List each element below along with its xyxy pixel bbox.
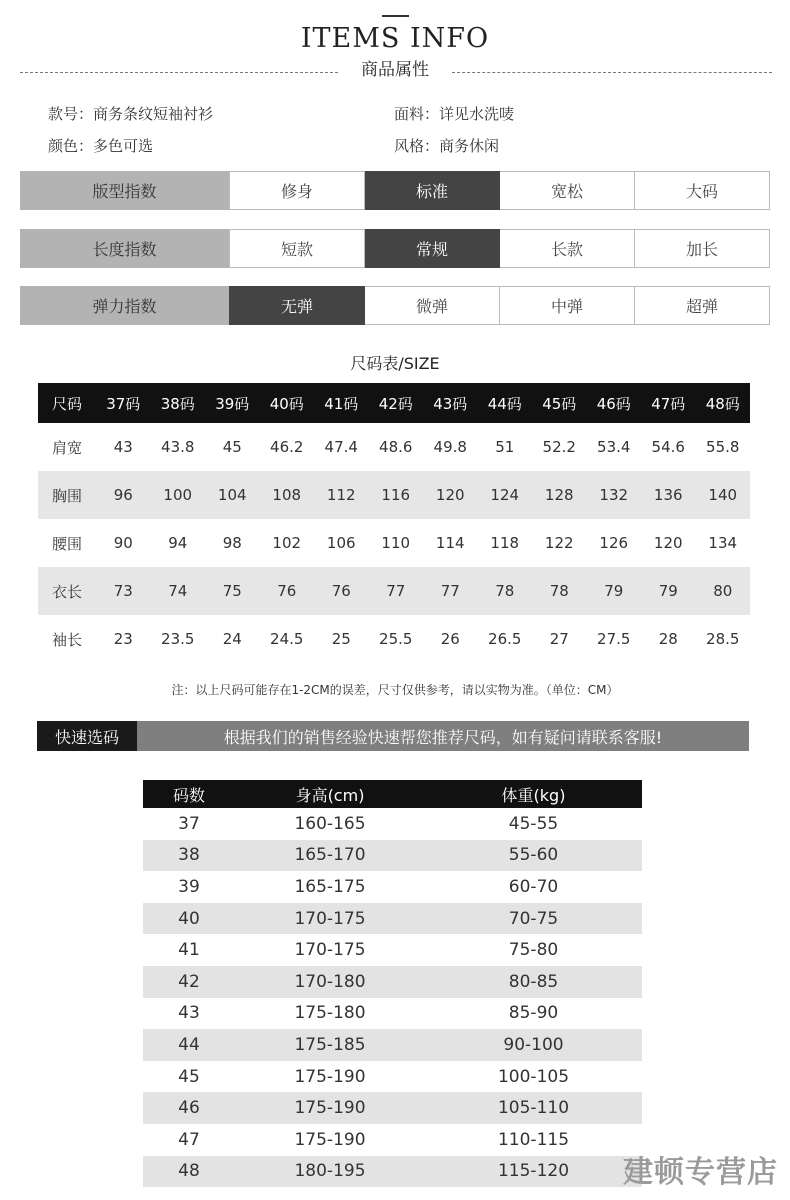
table-cell: 25 xyxy=(331,630,351,648)
table-cell: 165-170 xyxy=(235,840,425,872)
table-cell: 76 xyxy=(314,567,369,615)
table-cell: 76 xyxy=(260,567,315,615)
table-cell: 102 xyxy=(272,534,302,552)
table-cell: 75-80 xyxy=(508,940,559,961)
table-cell: 140 xyxy=(696,471,751,519)
table-cell: 27 xyxy=(549,630,569,648)
table-row xyxy=(38,567,750,615)
length-option-long: 长款 xyxy=(500,229,635,268)
table-cell: 55-60 xyxy=(425,840,642,872)
table-cell: 170-175 xyxy=(235,903,425,935)
table-cell: 47.4 xyxy=(324,438,358,456)
stretch-option-medium: 中弹 xyxy=(500,286,635,325)
table-cell: 24 xyxy=(222,630,242,648)
table-cell: 43 xyxy=(113,438,133,456)
table-cell: 100-105 xyxy=(497,1066,570,1087)
section-subtitle: 商品属性 xyxy=(361,60,429,80)
size-header-cell: 48码 xyxy=(696,383,751,423)
table-cell: 112 xyxy=(314,471,369,519)
table-cell: 115-120 xyxy=(425,1156,642,1188)
table-cell: 90-100 xyxy=(425,1029,642,1061)
table-cell: 118 xyxy=(490,534,520,552)
divider-left xyxy=(20,72,338,73)
size-chart-note: 注：以上尺码可能存在1-2CM的误差，尺寸仅供参考，请以实物为准。（单位：CM） xyxy=(171,683,619,697)
table-cell: 126 xyxy=(599,534,629,552)
table-cell: 24.5 xyxy=(270,630,304,648)
size-header-cell: 40码 xyxy=(260,383,315,423)
size-header-cell: 44码 xyxy=(478,383,533,423)
table-cell: 77 xyxy=(423,567,478,615)
header-rule xyxy=(382,15,409,17)
table-row xyxy=(38,423,750,471)
table-cell: 53.4 xyxy=(597,438,631,456)
length-index-row xyxy=(20,229,770,268)
table-cell: 175-190 xyxy=(235,1092,425,1124)
attr-style-number: 款号：商务条纹短袖衬衫 xyxy=(48,105,214,123)
table-cell: 43 xyxy=(178,1003,200,1024)
table-row xyxy=(143,1092,642,1124)
table-cell: 26.5 xyxy=(488,630,522,648)
table-cell: 175-190 xyxy=(294,1129,366,1150)
fit-index-label: 版型指数 xyxy=(20,171,229,210)
size-chart-title: 尺码表/SIZE xyxy=(350,354,440,373)
table-cell: 23.5 xyxy=(161,630,195,648)
size-header-cell: 尺码 xyxy=(38,383,96,423)
stretch-option-none: 无弹 xyxy=(229,286,365,325)
table-cell: 106 xyxy=(326,534,356,552)
table-cell: 25.5 xyxy=(379,630,413,648)
table-cell: 衣长 xyxy=(38,567,96,615)
length-option-short: 短款 xyxy=(229,229,365,268)
table-row xyxy=(143,998,642,1030)
table-cell: 胸围 xyxy=(38,471,96,519)
table-cell: 180-195 xyxy=(235,1156,425,1188)
stretch-option-super: 超弹 xyxy=(635,286,770,325)
size-header-cell: 46码 xyxy=(587,383,642,423)
table-cell: 37 xyxy=(178,813,200,834)
table-cell: 41 xyxy=(178,940,200,961)
table-cell: 78 xyxy=(478,567,533,615)
table-row xyxy=(143,1156,642,1188)
size-chart-table xyxy=(38,383,750,663)
stretch-index-row xyxy=(20,286,770,325)
table-cell: 104 xyxy=(205,471,260,519)
table-cell: 肩宽 xyxy=(51,438,82,457)
table-cell: 114 xyxy=(435,534,465,552)
divider-right xyxy=(452,72,772,73)
table-cell: 170-175 xyxy=(294,940,366,961)
table-cell: 74 xyxy=(151,567,206,615)
table-cell: 175-180 xyxy=(294,1003,366,1024)
size-header-cell: 43码 xyxy=(423,383,478,423)
store-watermark: 建顿专营店 xyxy=(623,1155,778,1190)
table-row xyxy=(143,934,642,966)
table-cell: 28 xyxy=(658,630,678,648)
stretch-index-label: 弹力指数 xyxy=(20,286,229,325)
recommend-header-row xyxy=(143,780,642,808)
table-cell: 43.8 xyxy=(161,438,195,456)
table-cell: 44 xyxy=(143,1029,235,1061)
length-index-label: 长度指数 xyxy=(20,229,229,268)
table-cell: 85-90 xyxy=(508,1003,559,1024)
table-row xyxy=(143,1061,642,1093)
table-cell: 165-175 xyxy=(294,876,366,897)
quick-pick-label: 快速选码 xyxy=(37,721,137,751)
fit-option-loose: 宽松 xyxy=(500,171,635,210)
fit-option-standard: 标准 xyxy=(365,171,500,210)
table-cell: 51 xyxy=(495,438,515,456)
table-cell: 23 xyxy=(113,630,133,648)
table-row xyxy=(38,471,750,519)
table-cell: 105-110 xyxy=(425,1092,642,1124)
fit-index-row xyxy=(20,171,770,210)
table-row xyxy=(38,519,750,567)
table-cell: 132 xyxy=(587,471,642,519)
size-chart-header-row xyxy=(38,383,750,423)
recommend-header-cell: 码数 xyxy=(143,780,235,808)
table-cell: 46.2 xyxy=(270,438,304,456)
table-row xyxy=(143,1124,642,1156)
table-cell: 79 xyxy=(641,567,696,615)
table-cell: 100 xyxy=(151,471,206,519)
size-header-cell: 38码 xyxy=(151,383,206,423)
table-cell: 73 xyxy=(96,567,151,615)
table-cell: 45 xyxy=(178,1066,200,1087)
table-cell: 110 xyxy=(381,534,411,552)
table-cell: 46 xyxy=(143,1092,235,1124)
length-option-regular: 常规 xyxy=(365,229,500,268)
table-cell: 78 xyxy=(532,567,587,615)
table-cell: 54.6 xyxy=(651,438,685,456)
quick-pick-text: 根据我们的销售经验快速帮您推荐尺码，如有疑问请联系客服! xyxy=(137,721,749,751)
attr-color: 颜色：多色可选 xyxy=(48,137,154,155)
size-header-cell: 45码 xyxy=(532,383,587,423)
table-cell: 38 xyxy=(143,840,235,872)
table-cell: 134 xyxy=(708,534,738,552)
table-cell: 70-75 xyxy=(425,903,642,935)
table-cell: 80 xyxy=(696,567,751,615)
table-cell: 45-55 xyxy=(508,813,559,834)
table-cell: 75 xyxy=(205,567,260,615)
table-cell: 60-70 xyxy=(508,876,559,897)
table-cell: 80-85 xyxy=(425,966,642,998)
length-option-extra-long: 加长 xyxy=(635,229,770,268)
recommend-table xyxy=(143,780,642,1187)
table-cell: 42 xyxy=(143,966,235,998)
recommend-header-cell: 体重(kg) xyxy=(425,780,642,808)
table-cell: 26 xyxy=(440,630,460,648)
table-cell: 124 xyxy=(478,471,533,519)
table-cell: 49.8 xyxy=(433,438,467,456)
table-cell: 90 xyxy=(113,534,133,552)
table-cell: 96 xyxy=(96,471,151,519)
table-cell: 55.8 xyxy=(706,438,740,456)
table-cell: 175-185 xyxy=(235,1029,425,1061)
table-cell: 48.6 xyxy=(379,438,413,456)
attr-fabric: 面料：详见水洗唛 xyxy=(394,105,515,123)
table-cell: 79 xyxy=(587,567,642,615)
table-cell: 47 xyxy=(178,1129,200,1150)
table-cell: 128 xyxy=(532,471,587,519)
table-cell: 122 xyxy=(544,534,574,552)
table-cell: 52.2 xyxy=(542,438,576,456)
table-cell: 110-115 xyxy=(497,1129,570,1150)
table-cell: 120 xyxy=(653,534,683,552)
table-cell: 腰围 xyxy=(51,534,82,553)
table-cell: 94 xyxy=(168,534,188,552)
size-header-cell: 42码 xyxy=(369,383,424,423)
table-row xyxy=(143,966,642,998)
table-cell: 袖长 xyxy=(51,630,82,649)
table-row xyxy=(143,1029,642,1061)
table-row xyxy=(143,871,642,903)
table-cell: 116 xyxy=(369,471,424,519)
table-cell: 28.5 xyxy=(706,630,740,648)
table-cell: 170-180 xyxy=(235,966,425,998)
size-header-cell: 41码 xyxy=(314,383,369,423)
fit-option-large: 大码 xyxy=(635,171,770,210)
table-cell: 39 xyxy=(178,876,200,897)
table-cell: 98 xyxy=(222,534,242,552)
stretch-option-slight: 微弹 xyxy=(365,286,500,325)
table-row xyxy=(143,903,642,935)
quick-pick-banner xyxy=(37,721,749,751)
table-row xyxy=(38,615,750,663)
attr-style: 风格：商务休闲 xyxy=(394,137,500,155)
size-header-cell: 47码 xyxy=(641,383,696,423)
fit-option-slim: 修身 xyxy=(229,171,365,210)
table-cell: 136 xyxy=(641,471,696,519)
table-cell: 27.5 xyxy=(597,630,631,648)
size-header-cell: 39码 xyxy=(205,383,260,423)
table-cell: 160-165 xyxy=(294,813,366,834)
table-row xyxy=(143,840,642,872)
table-row xyxy=(143,808,642,840)
table-cell: 48 xyxy=(143,1156,235,1188)
table-cell: 40 xyxy=(143,903,235,935)
recommend-header-cell: 身高(cm) xyxy=(235,780,425,808)
table-cell: 120 xyxy=(423,471,478,519)
table-cell: 77 xyxy=(369,567,424,615)
table-cell: 108 xyxy=(260,471,315,519)
page-title: ITEMS INFO xyxy=(300,23,490,54)
size-header-cell: 37码 xyxy=(96,383,151,423)
table-cell: 45 xyxy=(222,438,242,456)
table-cell: 175-190 xyxy=(294,1066,366,1087)
